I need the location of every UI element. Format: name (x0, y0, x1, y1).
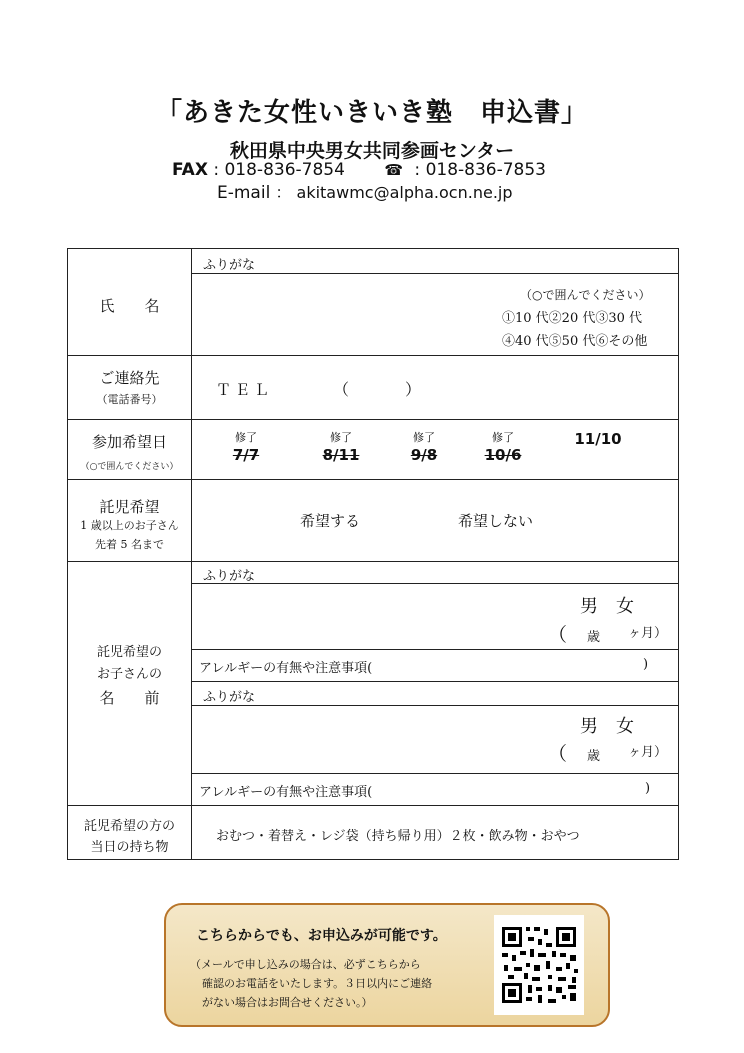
date-option[interactable] (216, 429, 276, 464)
age-note: （○で囲んでください） (520, 288, 651, 302)
info-note-2: 確認のお電話をいたします。３日以内にご連絡 (202, 977, 433, 990)
divider (68, 805, 678, 806)
page-title: 「あきた女性いきいき塾 申込書」 (155, 98, 588, 128)
child2-age-open: （ (548, 743, 568, 765)
child2-gender[interactable]: 男 女 (580, 716, 634, 737)
email-label: E-mail (217, 183, 271, 203)
child1-furigana-label: ふりがな (203, 569, 256, 584)
divider (68, 355, 678, 356)
application-form (67, 248, 679, 860)
tel-paren-close: ） (405, 380, 422, 399)
tel-input[interactable] (358, 373, 403, 397)
date-option[interactable] (568, 429, 628, 448)
email-address[interactable]: akitawmc@alpha.ocn.ne.jp (296, 183, 513, 202)
child1-name-field[interactable] (203, 585, 553, 645)
info-note-3: がない場合はお問合せください。） (202, 996, 373, 1009)
divider (191, 583, 678, 584)
date-value: 8/11 (322, 446, 360, 464)
age-options-2[interactable]: ④40 代⑤50 代⑥その他 (502, 334, 648, 349)
divider (191, 705, 678, 706)
completed-mark: 修了 (413, 431, 435, 444)
child2-furigana-label: ふりがな (203, 690, 256, 705)
belongings-label-2: 当日の持ち物 (90, 840, 169, 855)
divider (191, 681, 678, 682)
childcare-no-option[interactable]: 希望しない (458, 512, 534, 530)
belongings-label-1: 託児希望の方の (83, 819, 175, 834)
tel-paren-open: （ (333, 380, 350, 399)
childcare-yes-option[interactable]: 希望する (300, 512, 361, 530)
info-headline: こちらからでも、お申込みが可能です。 (196, 928, 447, 944)
date-value: 11/10 (574, 430, 622, 448)
completed-mark: 修了 (330, 431, 352, 444)
childcare-label: 託児希望 (99, 498, 160, 516)
tel-number: 018-836-7853 (425, 160, 546, 180)
email-line: E-mail ： akitawmc@alpha.ocn.ne.jp (217, 183, 513, 203)
child2-name-field[interactable] (203, 707, 553, 767)
date-option[interactable] (311, 429, 371, 464)
fax-number: 018-836-7854 (224, 160, 345, 180)
contact-label: ご連絡先 (99, 369, 160, 387)
child2-allergy-label: アレルギーの有無や注意事項( (199, 785, 373, 800)
fax-tel-line: FAX : 018-836-7854 ☎ : 018-836-7853 (172, 160, 546, 180)
child2-allergy-close: ) (645, 781, 651, 796)
child1-age-months: ヶ月） (628, 626, 668, 641)
tel-field-label: ＴＥＬ (216, 381, 274, 399)
date-label: 参加希望日 (91, 433, 167, 451)
telephone-icon: ☎ (384, 161, 404, 179)
divider (191, 649, 678, 650)
age-options-1[interactable]: ①10 代②20 代③30 代 (502, 311, 643, 326)
divider (68, 419, 678, 420)
contact-sub: （電話番号） (96, 393, 163, 406)
child2-age-years: 歳 (587, 749, 601, 764)
column-divider (191, 249, 192, 859)
child1-age-years: 歳 (587, 630, 601, 645)
info-note-1: （メールで申し込みの場合は、必ずこちらから (190, 958, 421, 971)
date-sub: （○で囲んでください） (80, 462, 179, 472)
belongings-text: おむつ・着替え・レジ袋（持ち帰り用）２枚・飲み物・おやつ (216, 829, 580, 844)
childcare-sub-2: 先着 5 名まで (95, 538, 164, 551)
child-name-label-2: お子さんの (96, 667, 162, 682)
date-value: 10/6 (484, 446, 522, 464)
divider (68, 561, 678, 562)
child-name-label-1: 託児希望の (96, 645, 162, 660)
completed-mark: 修了 (235, 431, 257, 444)
completed-mark: 修了 (492, 431, 514, 444)
child1-allergy-close: ) (643, 657, 649, 672)
qr-code[interactable] (494, 915, 584, 1015)
child1-gender[interactable]: 男 女 (580, 596, 634, 617)
fax-label: FAX (172, 160, 208, 180)
date-option[interactable] (394, 429, 454, 464)
date-option[interactable] (473, 429, 533, 464)
divider (68, 479, 678, 480)
child1-allergy-label: アレルギーの有無や注意事項( (199, 661, 373, 676)
child-name-label-3: 名 前 (99, 689, 160, 707)
divider (191, 773, 678, 774)
name-label: 氏 名 (99, 297, 160, 315)
date-value: 9/8 (410, 446, 438, 464)
childcare-sub-1: 1 歳以上のお子さん (80, 519, 179, 532)
child1-age-open: （ (548, 624, 568, 646)
child2-age-months: ヶ月） (628, 745, 668, 760)
organization-name: 秋田県中央男女共同参画センター (229, 140, 515, 162)
divider (191, 273, 678, 274)
date-value: 7/7 (232, 446, 260, 464)
furigana-label: ふりがな (203, 258, 256, 273)
